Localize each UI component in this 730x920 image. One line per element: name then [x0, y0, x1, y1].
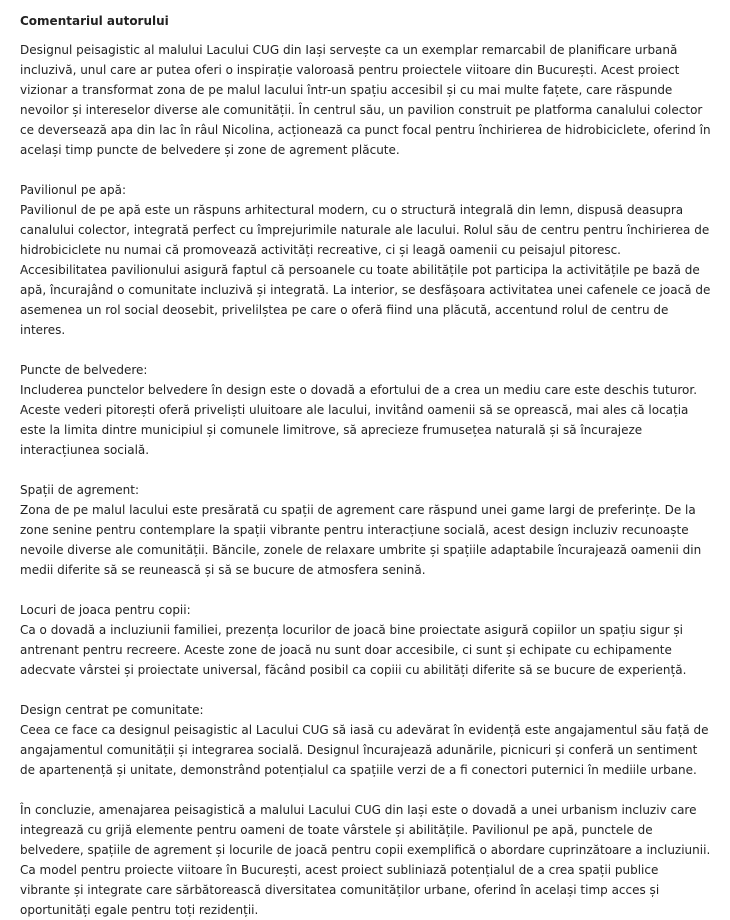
section-heading: Locuri de joaca pentru copii: [20, 603, 191, 617]
section-body: Ca o dovadă a incluziunii familiei, prezența locurilor de joacă bine proiectate asigură copiilor un spațiu sigur și antrenant pentru recreere. Aceste zone de joacă nu sunt doar accesibile, ci sunt și echipate cu echipamente adecvate vârstei și proiectate universal, făcând posibil ca copiii cu abilități diferite să se bucure de experiență. [20, 623, 687, 677]
section-heading: Design centrat pe comunitate: [20, 703, 204, 717]
conclusion-paragraph: În concluzie, amenajarea peisagistică a malului Lacului CUG din Iași este o dovadă a unei urbanism incluziv care integrează cu grijă elemente pentru oameni de toate vârstele și abilitățile. Pavilionul pe apă, punctele de belvedere, spațiile de agrement și locurile de joacă pentru copii exemplifică o abordare cuprinzătoare a incluziunii. Ca model pentru proiecte viitoare în București, acest proiect subliniază potențialul de a crea spații publice vibrante și integrate care sărbătorească diversitatea comunităților urbane, oferind în același timp acces și oportunități egale pentru toți rezidenții. [20, 803, 711, 917]
section-playgrounds [20, 600, 712, 680]
intro-paragraph: Designul peisagistic al malului Lacului CUG din Iași servește ca un exemplar remarcabil de planificare urbană incluzivă, unul care ar putea oferi o inspirație valoroasă pentru proiectele viitoare din București. Acest proiect vizionar a transformat zona de pe malul lacului într-un spațiu accesibil și cu mai multe fațete, care răspunde nevoilor și intereselor diverse ale comunității. În centrul său, un pavilion construit pe platforma canalului colector ce deversează apa din lac în râul Nicolina, acționează ca punct focal pentru închirierea de hidrobiciclete, oferind în același timp puncte de belvedere și zone de agrement plăcute. [20, 43, 711, 157]
section-belvedere [20, 360, 712, 460]
comment-title: Comentariul autorului [20, 14, 169, 28]
section-body: Ceea ce face ca designul peisagistic al Lacului CUG să iasă cu adevărat în evidență este angajamentul său față de angajamentul comunității și integrarea socială. Designul încurajează adunările, picnicuri și conferă un sentiment de apartenență și unitate, demonstrând potențialul ca spațiile verzi de a fi conectori puternici în mediile urbane. [20, 723, 709, 777]
section-body: Zona de pe malul lacului este presărată cu spații de agrement care răspund unei game largi de preferințe. De la zone senine pentru contemplare la spații vibrante pentru interacțiune socială, acest design incluziv recunoaște nevoile diverse ale comunității. Băncile, zonele de relaxare umbrite și spațiile adaptabile încurajează oamenii din medii diferite să se reunească și să se bucure de atmosfera senină. [20, 503, 702, 577]
section-community [20, 700, 712, 780]
section-heading: Spații de agrement: [20, 483, 140, 497]
section-body: Includerea punctelor belvedere în design este o dovadă a efortului de a crea un mediu care este deschis tuturor. Aceste vederi pitorești oferă priveliști uluitoare ale lacului, invitând oamenii să se oprească, mai ales că locația este la limita dintre municipiul și comunele limitrove, să aprecieze frumusețea naturală și să încurajeze interacțiunea socială. [20, 383, 698, 457]
section-heading: Pavilionul pe apă: [20, 183, 127, 197]
section-leisure [20, 480, 712, 580]
section-heading: Puncte de belvedere: [20, 363, 148, 377]
section-body: Pavilionul de pe apă este un răspuns arhitectural modern, cu o structură integrală din lemn, dispusă deasupra canalului colector, integrată perfect cu împrejurimile naturale ale lacului. Rolul său de centru pentru închirierea de hidrobiciclete nu numai că promovează activități recreative, ci și leagă oamenii cu peisajul pitoresc. Accesibilitatea pavilionului asigură faptul că persoanele cu toate abilitățile pot participa la activitățile pe bază de apă, încurajând o comunitate incluzivă și integrată. La interior, se desfășoara activitatea unei cafenele ce joacă de asemenea un rol social deosebit, privelilștea pe care o oferă fiind una plăcută, accentund rolul de centru de interes. [20, 203, 711, 337]
section-pavilion [20, 180, 712, 340]
